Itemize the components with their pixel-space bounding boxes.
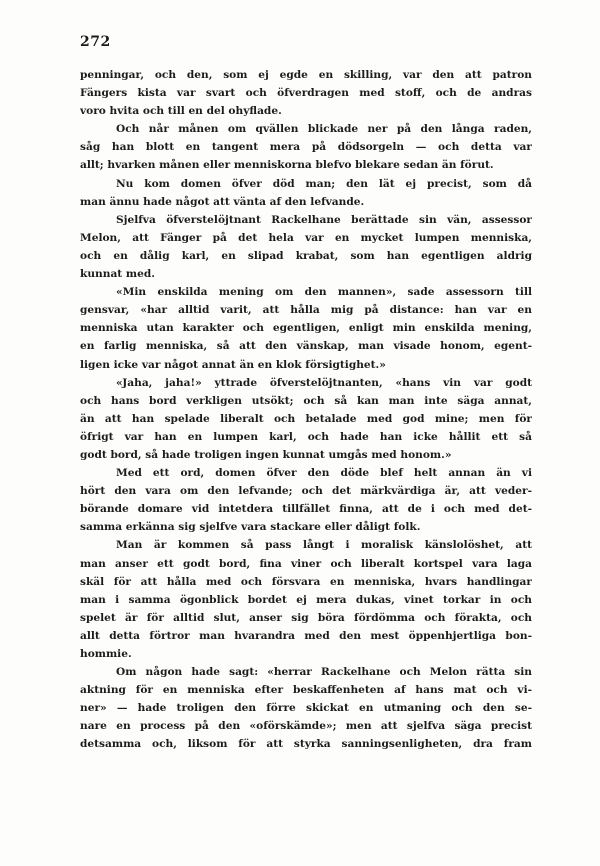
text-line: voro hvita och till en del ohyflade. [80,105,282,118]
text-line: gensvar, «har alltid varit, att hålla mig på distance: han var en [80,304,532,317]
text-line: man anser ett godt bord, fina viner och liberalt kortspel vara laga [80,557,532,570]
text-line: en farlig menniska, så att den vänskap, man visade honom, egent- [80,340,532,353]
text-line: nare en process på den «oförskämde»; men att sjelfva säga precist [80,720,532,733]
text-line: man i samma ögonblick bordet ej mera dukas, vinet torkar in och [80,593,532,606]
text-line: Nu kom domen öfver död man; den lät ej precist, som då [116,177,532,190]
text-line: allt detta förtror man hvarandra med den mest öppenhjertliga bon- [80,629,532,642]
text-line: hommie. [80,648,132,660]
text-line: kunnat med. [80,268,155,281]
text-line: och en dålig karl, en slipad krabat, som han egentligen aldrig [80,249,532,262]
text-line: aktning för en menniska efter beskaffenheten af hans mat och vi- [80,684,532,697]
text-line: menniska utan karakter och egentligen, enligt min enskilda mening, [80,322,532,335]
text-line: Om någon hade sagt: «herrar Rackelhane och Melon rätta sin [116,666,532,679]
page-number: 272 [80,34,111,50]
text-line: «Jaha, jaha!» yttrade öfverstelöjtnanten, «hans vin var godt [116,376,532,389]
text-line: ligen icke var något annat än en klok försigtighet.» [80,358,386,371]
body-text [80,66,532,754]
text-line: samma erkänna sig sjelfve vara stackare eller dåligt folk. [80,521,421,534]
text-line: Sjelfva öfverstelöjtnant Rackelhane berättade sin vän, assessor [116,213,532,226]
text-line: såg han blott en tangent mera på dödsorgeln — och detta var [80,141,532,154]
text-line: Man är kommen så pass långt i moralisk känslolöshet, att [116,539,532,552]
text-line: ner» — hade troligen den förre skickat en utmaning och den se- [80,702,532,715]
text-line: allt; hvarken månen eller menniskorna blefvo blekare sedan än förut. [80,159,494,172]
text-line: «Min enskilda mening om den mannen», sade assessorn till [116,286,532,299]
text-line: skäl för att hålla med och försvara en menniska, hvars handlingar [80,575,532,588]
text-line: Med ett ord, domen öfver den döde blef helt annan än vi [116,467,532,480]
text-line: man ännu hade något att vänta af den lefvande. [80,195,365,208]
text-line: penningar, och den, som ej egde en skilling, var den att patron [80,69,532,81]
text-line: Melon, att Fänger på det hela var en mycket lumpen menniska, [80,231,532,244]
text-line: och hans bord verkligen utsökt; och så kan man inte säga annat, [80,394,532,407]
text-line: spelet är för alltid slut, anser sig böra fördömma och förakta, och [80,611,532,624]
text-line: Fängers kista var svart och öfverdragen med stoff, och de andras [80,87,532,100]
text-line: hört den vara om den lefvande; och det märkvärdiga är, att veder- [80,485,532,498]
text-line: än att han spelade liberalt och betalade med god mine; men för [80,412,532,425]
text-line: godt bord, så hade troligen ingen kunnat umgås med honom.» [80,448,452,461]
text-line: börande domare vid intetdera tillfället finna, att de i och med det- [80,503,532,516]
text-line: detsamma och, liksom för att styrka sanningsenligheten, dra fram [80,738,532,751]
text-line: Och når månen om qvällen blickade ner på den långa raden, [116,123,532,136]
text-line: öfrigt var han en lumpen karl, och hade han icke hållit ett så [80,430,532,443]
